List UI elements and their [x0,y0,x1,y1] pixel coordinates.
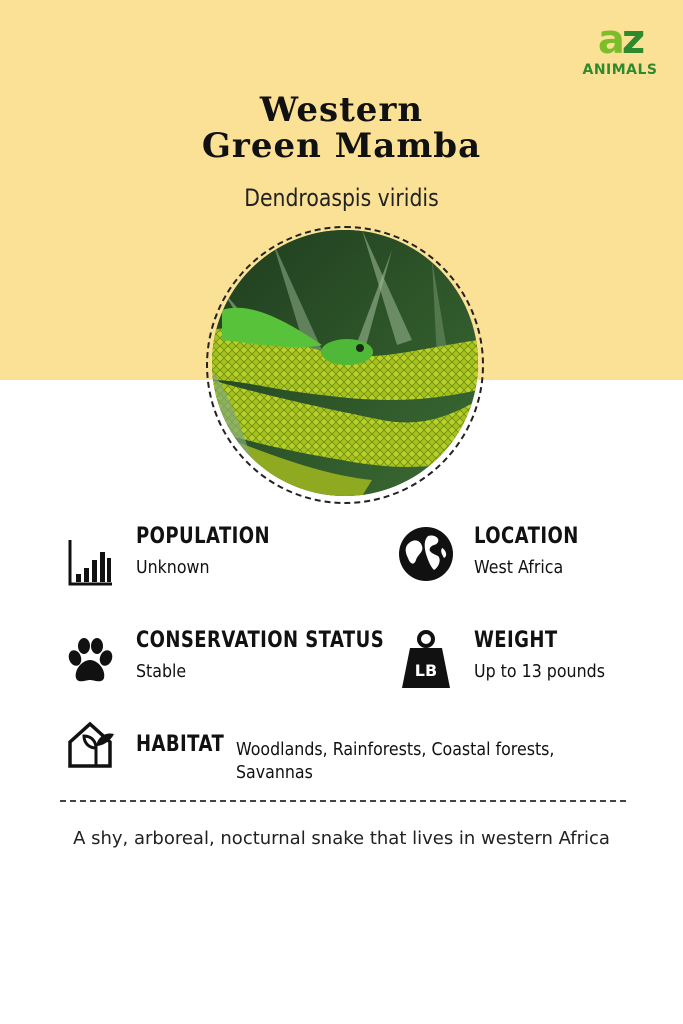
population-value: Unknown [136,557,210,578]
weight-icon-text: LB [414,661,438,680]
paw-icon [66,638,114,688]
fact-population [136,524,299,578]
weight-value: Up to 13 pounds [474,661,605,682]
logo-word: ANIMALS [582,62,658,78]
conservation-status-label: CONSERVATION STATUS [136,628,385,653]
title-line-1: Western [259,90,424,130]
animal-photo-frame [206,226,484,504]
title-line-2: Green Mamba [201,126,482,166]
az-animals-logo[interactable] [578,17,662,84]
scientific-name: Dendroaspis viridis [244,184,439,212]
logo-mark: az [597,17,643,63]
globe-icon [398,526,454,586]
snake-illustration [212,230,478,496]
dashed-divider [60,800,626,802]
description: A shy, arboreal, nocturnal snake that lives in western Africa [73,828,610,849]
conservation-status-value: Stable [136,661,187,682]
fact-habitat [136,732,244,757]
fact-conservation-status [136,628,439,682]
location-label: LOCATION [474,524,579,549]
green-mamba-photo [212,230,478,496]
bar-chart-icon [68,538,114,590]
location-value: West Africa [474,557,564,578]
fact-location [474,524,602,578]
house-plant-icon [66,720,122,772]
weight-icon [400,630,452,694]
habitat-label: HABITAT [136,732,225,757]
habitat-value: Woodlands, Rainforests, Coastal forests, Savannas [236,739,555,783]
weight-label: WEIGHT [474,628,558,653]
fact-weight [474,628,623,682]
population-label: POPULATION [136,524,271,549]
page-title [0,92,683,164]
